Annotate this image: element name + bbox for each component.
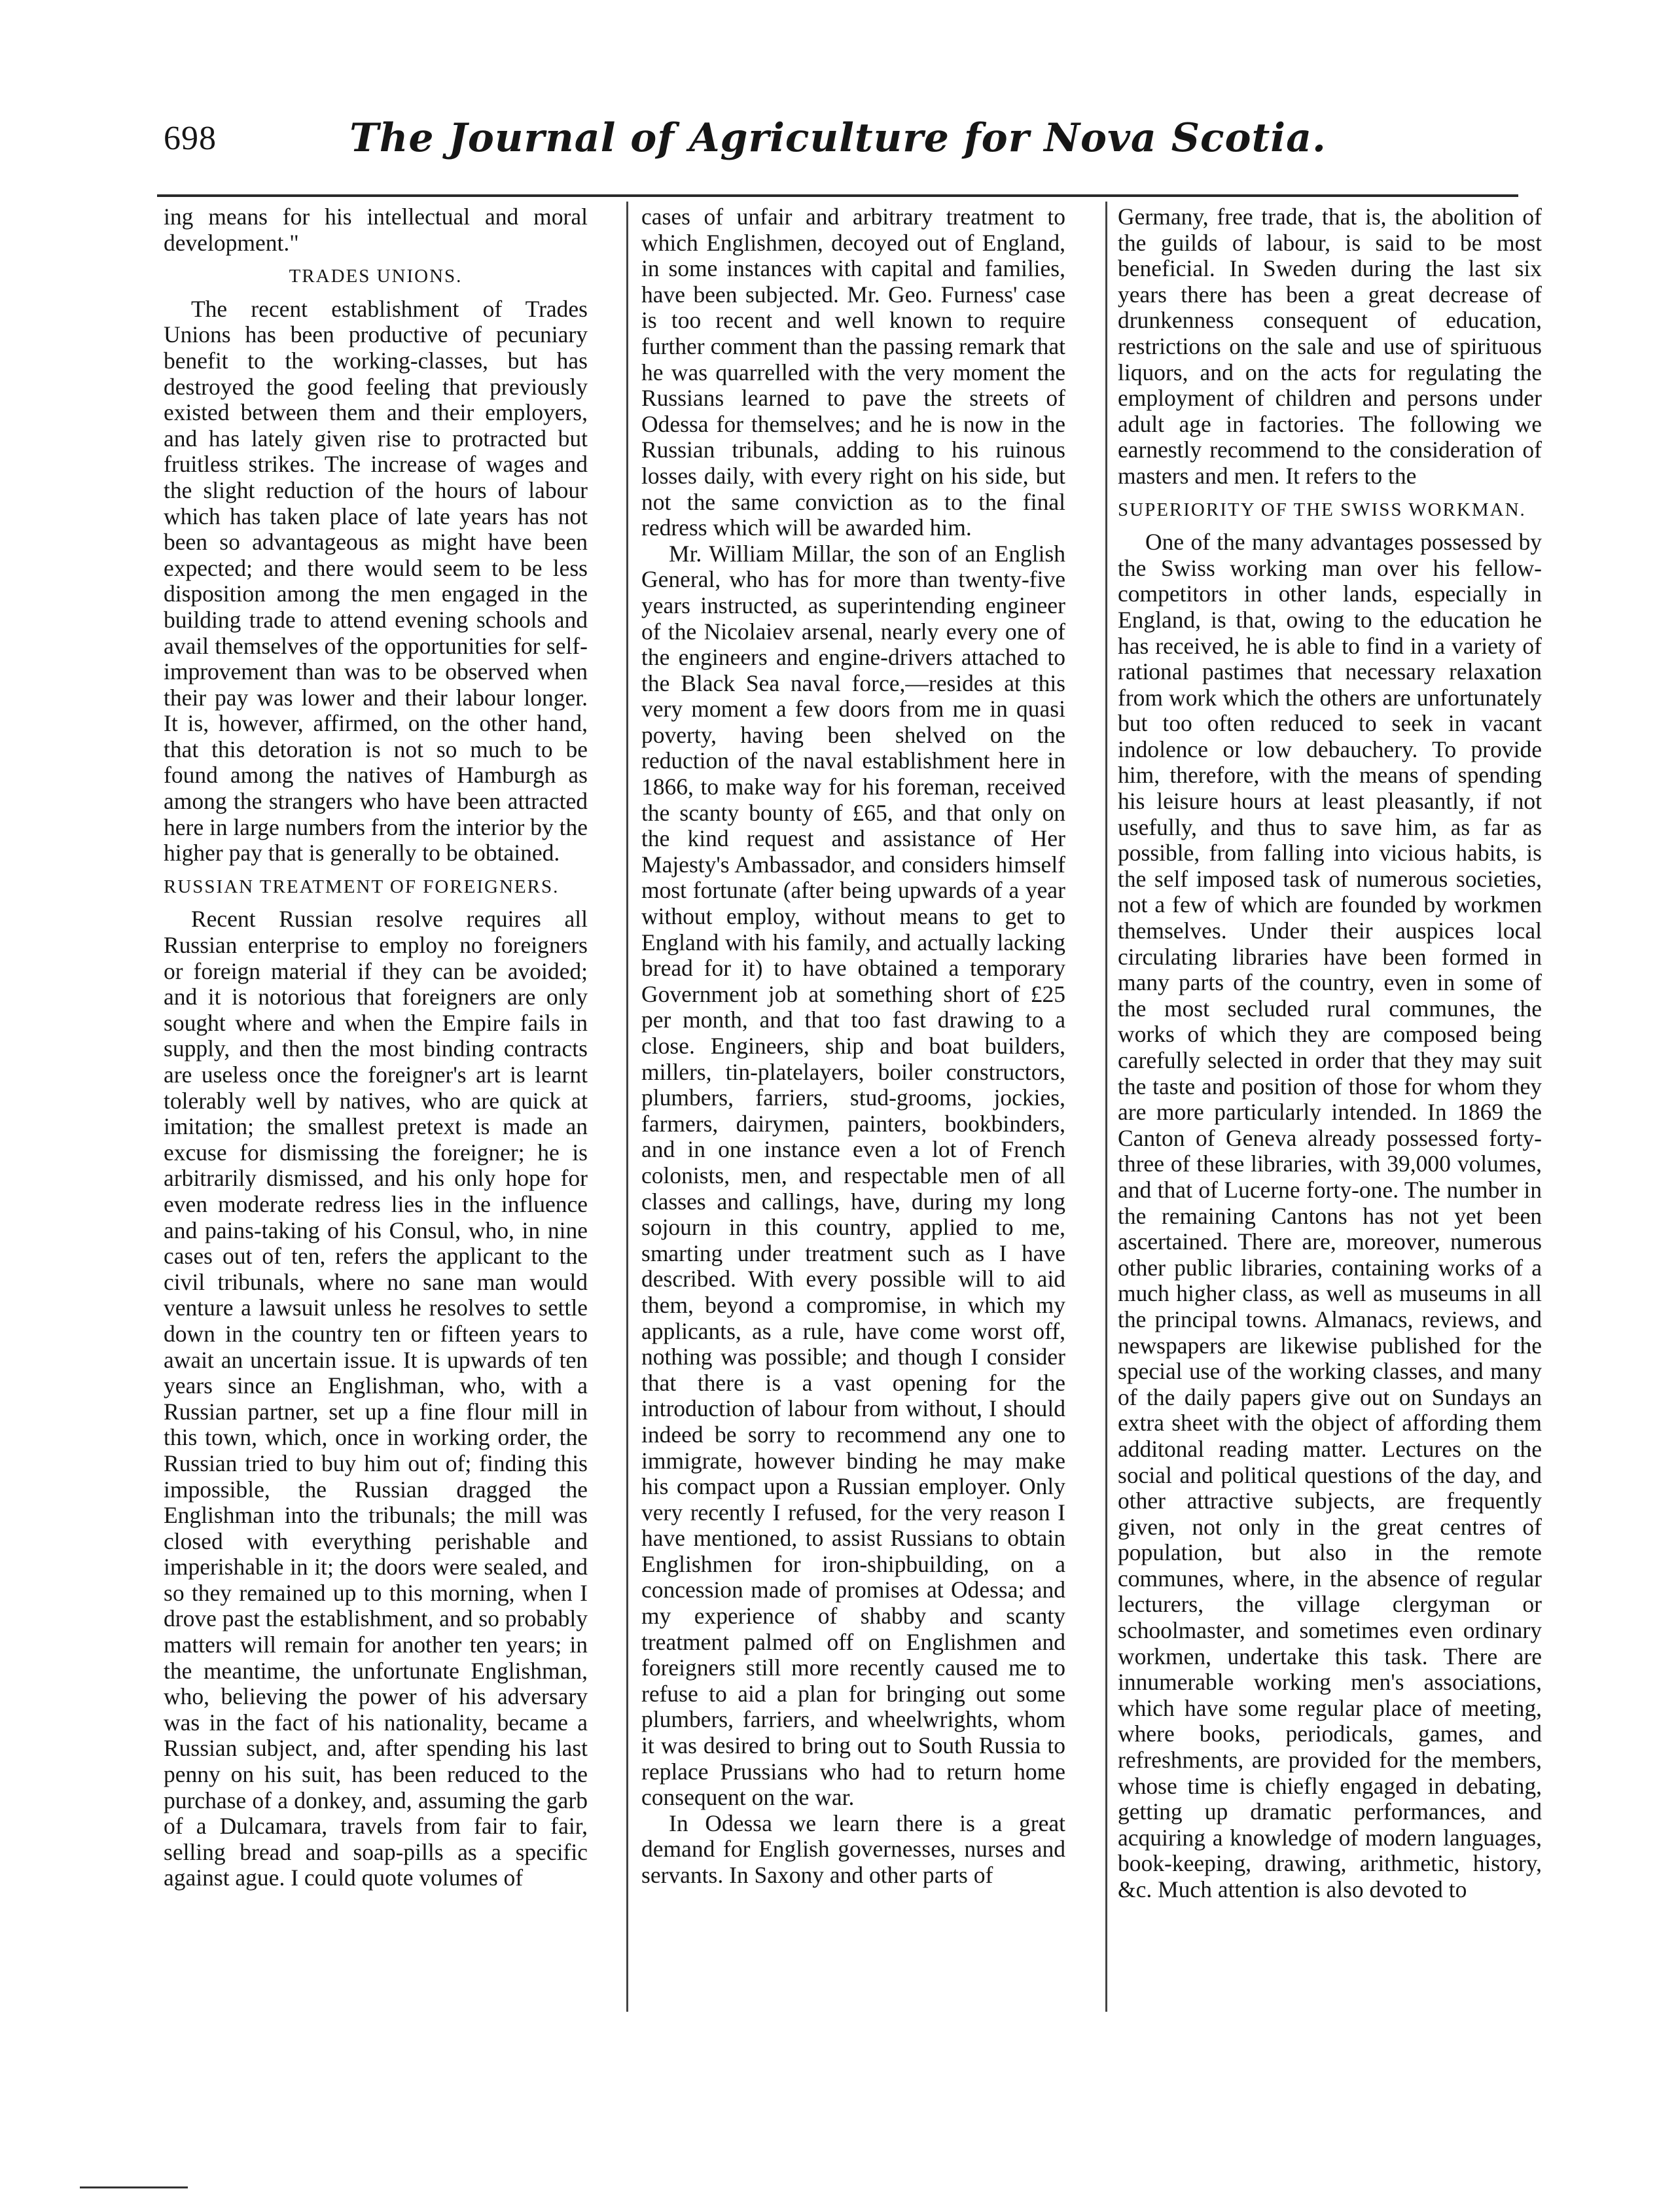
section-heading: TRADES UNIONS. (289, 266, 463, 287)
paragraph: In Odessa we learn there is a great demand for English governesses, nurses and servants. In Saxony and other parts of (641, 1810, 1065, 1888)
paragraph: ing means for his intellectual and moral development." (164, 204, 588, 256)
paragraph: The recent establishment of Trades Unions has been productive of pecuniary benefit to the working-classes, but has destroyed the good feeling that previously existed between them and their employers, and has lately given rise to protracted but fruitless strikes. The increase of wages and the slight reduction of the hours of labour which has taken place of late years has not been so advantageous as might have been expected; and there would seem to be less disposition among the men engaged in the building trade to attend evening schools and avail themselves of the opportunities for self-improvement than was to be observed when their pay was lower and their labour longer. It is, however, affirmed, on the other hand, that this detoration is not so much to be found among the natives of Hamburgh as among the strangers who have been attracted here in large numbers from the interior by the higher pay that is generally to be obtained. (164, 295, 588, 866)
section-heading: RUSSIAN TREATMENT OF FOREIGNERS. (164, 876, 560, 897)
paragraph: Mr. William Millar, the son of an English General, who has for more than twenty-five years instructed, as superintending engineer of the Nicolaiev arsenal, nearly every one of the engineers and engine-drivers attached to the Black Sea naval force,—resides at this very moment a few doors from me in quasi poverty, having been shelved on the reduction of the naval establishment here in 1866, to make way for his foreman, received the scanty bounty of £65, and that only on the kind request and assistance of Her Majesty's Ambassador, and considers himself most fortunate (after being upwards of a year without employ, without means to get to England with his family, and actually lacking bread for it) to have obtained a temporary Government job at something short of £25 per month, and that too fast drawing to a close. Engineers, ship and boat builders, millers, tin-platelayers, boiler constructors, plumbers, farriers, stud-grooms, jockies, farmers, dairymen, painters, bookbinders, and in one instance even a lot of French colonists, men, and respectable men of all classes and callings, have, during my long sojourn in this country, applied to me, smarting under treatment such as I have described. With every possible will to aid them, beyond a compromise, in which my applicants, as a rule, have come worst off, nothing was possible; and though I consider that there is a vast opening for the introduction of labour from without, I should indeed be sorry to recommend any one to immigrate, however binding he may make his compact upon a Russian employer. Only very recently I refused, for the very reason I have mentioned, to assist Russians to obtain Englishmen for iron-shipbuilding, on a concession made of promises at Odessa; and my experience of shabby and scanty treatment palmed off on Englishmen and foreigners still more recently caused me to refuse to aid a plan for bringing out some plumbers, farriers, and wheelwrights, whom it was desired to bring out to South Russia to replace Prussians who had to return home consequent on the war. (641, 540, 1065, 1811)
page-number: 698 (164, 120, 217, 157)
footer-mark (80, 2186, 188, 2188)
header-rule (157, 194, 1518, 197)
column-1 (164, 204, 588, 1891)
paragraph: cases of unfair and arbitrary treatment to which Englishmen, decoyed out of England, in some instances with capital and families, have been subjected. Mr. Geo. Furness' case is too recent and well known to require further comment than the passing remark that he was quarrelled with the very moment the Russians learned to pave the streets of Odessa for themselves; and he is now in the Russian tribunals, adding to his ruinous losses daily, with every right on his side, but not the same conviction as to the final redress which will be awarded him. (641, 204, 1065, 541)
column-divider-2 (1105, 202, 1107, 2012)
column-divider-1 (626, 202, 628, 2012)
paragraph: One of the many advantages possessed by the Swiss working man over his fellow-competitors in other lands, especially in England, is that, owing to the education he has received, he is able to find in a variety of rational pastimes that necessary relaxation from work which the others are unfortunately but too often reduced to seek in vacant indolence or low debauchery. To provide him, therefore, with the means of spending his leisure hours at least pleasantly, if not usefully, and thus to save him, as far as possible, from falling into vicious habits, is the self imposed task of numerous societies, not a few of which are founded by workmen themselves. Under their auspices local circulating libraries have been formed in many parts of the country, even in some of the most secluded rural communes, the works of which they are composed being carefully selected in order that they may suit the taste and position of those for whom they are more particularly intended. In 1869 the Canton of Geneva already possessed forty-three of these libraries, with 39,000 volumes, and that of Lucerne forty-one. The number in the remaining Cantons has not yet been ascertained. There are, moreover, numerous other public libraries, containing works of a much higher class, as well as museums in all the principal towns. Almanacs, reviews, and newspapers are likewise published for the special use of the working classes, and many of the daily papers give out on Sundays an extra sheet with the object of affording them additonal reading matter. Lectures on the social and political questions of the day, and other attractive subjects, are frequently given, not only in the great centres of population, but also in the remote communes, where, in the absence of regular lecturers, the village clergyman or schoolmaster, and sometimes even ordinary workmen, undertake this task. There are innumerable working men's associations, which have some regular place of meeting, where books, periodicals, games, and refreshments, are provided for the members, whose time is chiefly engaged in debating, getting up dramatic performances, and acquiring a knowledge of modern languages, book-keeping, drawing, arithmetic, history, &c. Much attention is also devoted to (1118, 529, 1542, 1902)
column-2 (641, 204, 1065, 1889)
page-header (151, 115, 1525, 168)
paragraph: Germany, free trade, that is, the abolition of the guilds of labour, is said to be most beneficial. In Sweden during the last six years there has been a great decrease of drunkenness consequent of education, restrictions on the sale and use of spirituous liquors, and on the acts for regulating the employment of children and persons under adult age in factories. The following we earnestly recommend to the consideration of masters and men. It refers to the (1118, 204, 1542, 489)
column-3 (1118, 204, 1542, 1903)
paragraph: Recent Russian resolve requires all Russian enterprise to employ no foreigners or foreign material if they can be avoided; and it is notorious that foreigners are only sought where and when the Empire fails in supply, and then the most binding contracts are useless once the foreigner's art is learnt tolerably well by natives, who are quick at imitation; the smallest pretext is made an excuse for dismissing the foreigner; he is arbitrarily dismissed, and his only hope for even moderate redress lies in the influence and pains-taking of his Consul, who, in nine cases out of ten, refers the applicant to the civil tribunals, where no sane man would venture a lawsuit unless he resolves to settle down in the country ten or fifteen years to await an uncertain issue. It is upwards of ten years since an Englishman, who, with a Russian partner, set up a fine flour mill in this town, which, once in working order, the Russian tried to buy him out of; finding this impossible, the Russian dragged the Englishman into the tribunals; the mill was closed with everything perishable and imperishable in it; the doors were sealed, and so they remained up to this morning, when I drove past the establishment, and so probably matters will remain for another ten years; in the meantime, the unfortunate Englishman, who, believing the power of his adversary was in the fact of his nationality, became a Russian subject, and, after spending his last penny on his suit, has been reduced to the purchase of a donkey, and, assuming the garb of a Dulcamara, travels from fair to fair, selling bread and soap-pills as a specific against ague. I could quote volumes of (164, 906, 588, 1891)
section-heading: SUPERIORITY OF THE SWISS WORKMAN. (1118, 499, 1526, 520)
running-title: The Journal of Agriculture for Nova Scotia. (349, 115, 1327, 161)
